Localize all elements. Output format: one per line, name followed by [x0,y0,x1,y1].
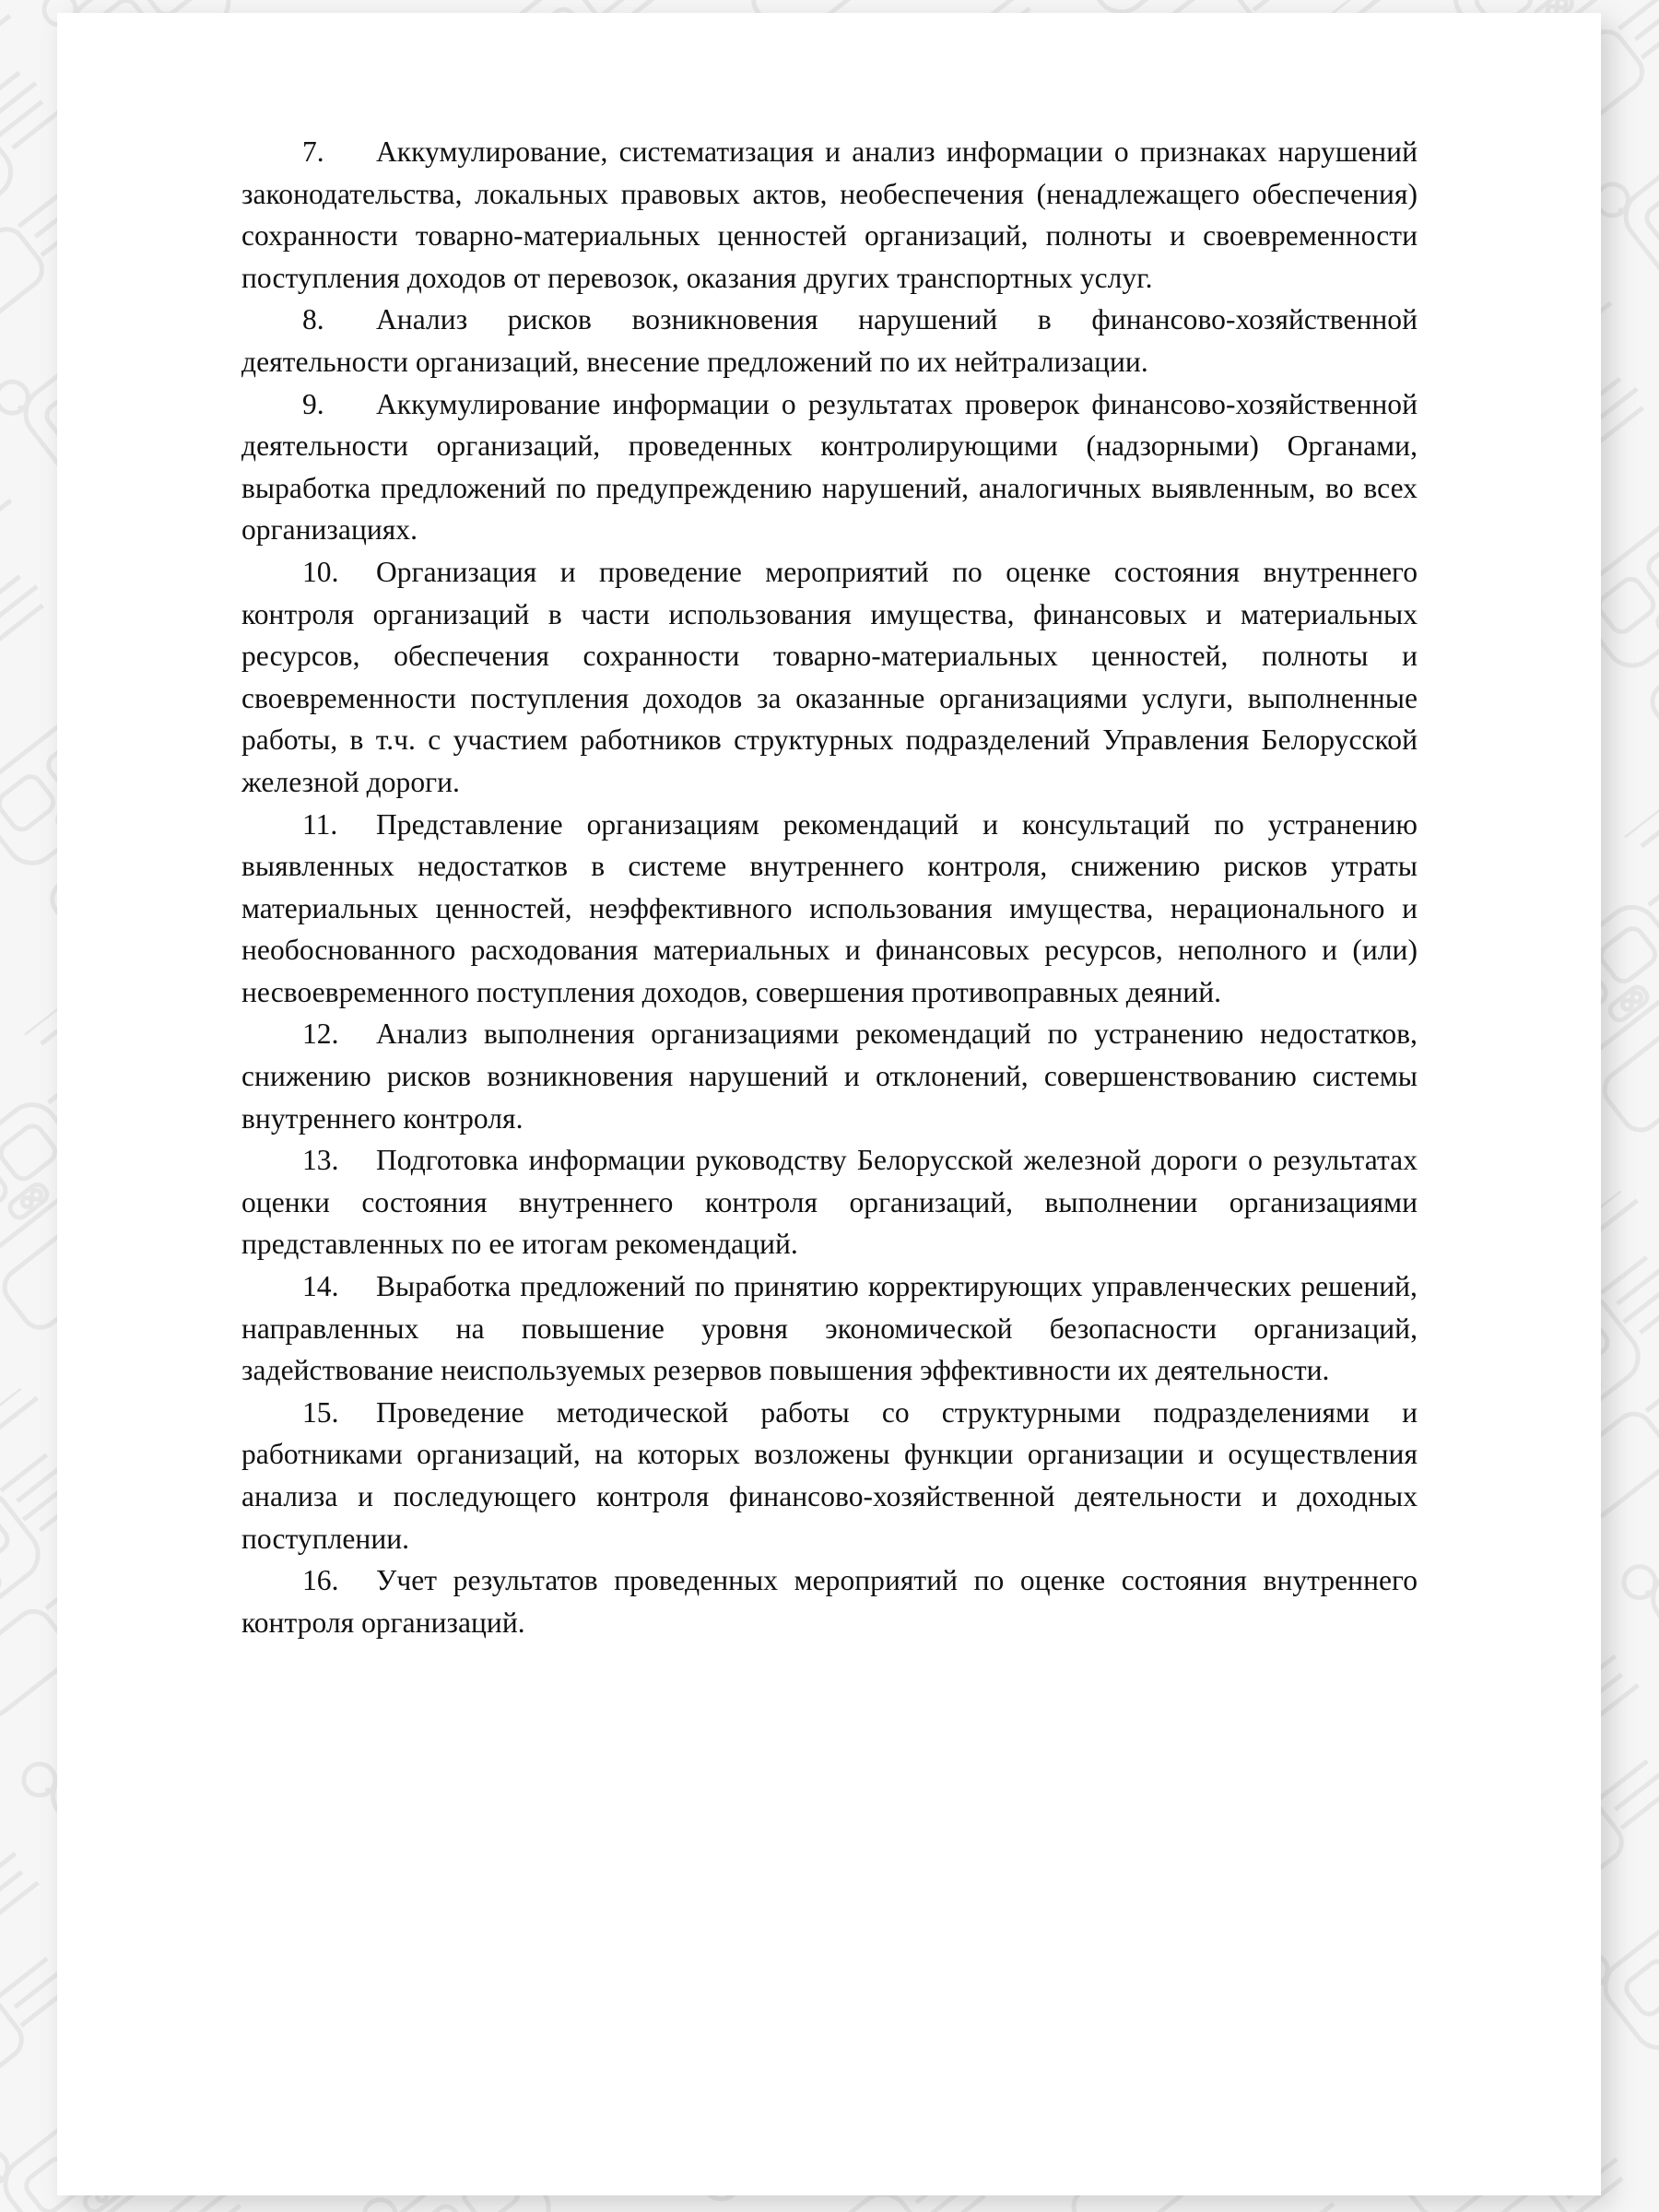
paragraph-item [241,1139,1418,1265]
paragraph-text: Представление организациям рекомендаций и консультаций по устранению выявленных недостатков в системе внутреннего контроля, снижению рисков утраты материальных ценностей, неэффективного использования имущества, нерационального и необоснованного расходования материальных и финансовых ресурсов, неполного и (или) несвоевременного поступления доходов, совершения противоправных деяний. [241,807,1418,1008]
paragraph-number: 15. [302,1395,339,1429]
paragraph-item [241,1265,1418,1392]
document-body [241,131,1418,1643]
paragraph-number: 11. [302,807,338,841]
paragraph-item [241,131,1418,299]
paragraph-text: Аккумулирование, систематизация и анализ информации о признаках нарушений законодательства, локальных правовых актов, необеспечения (ненадлежащего обеспечения) сохранности товарно-материальных ценностей организаций, полноты и своевременности поступления доходов от перевозок, оказания других транспортных услуг. [241,135,1418,294]
paragraph-item [241,1559,1418,1643]
paragraph-item [241,383,1418,551]
paragraph-number: 16. [302,1564,339,1597]
paragraph-item [241,299,1418,382]
paragraph-number: 13. [302,1144,339,1177]
paragraph-item [241,551,1418,804]
paragraph-text: Проведение методической работы со структурными подразделениями и работниками организаций, на которых возложены функции организации и осуществления анализа и последующего контроля финансово-хозяйственной деятельности и доходных поступлении. [241,1395,1418,1555]
paragraph-text: Подготовка информации руководству Белорусской железной дороги о результатах оценки состояния внутреннего контроля организаций, выполнении организациями представленных по ее итогам рекомендаций. [241,1144,1418,1261]
paragraph-number: 9. [302,387,324,420]
paragraph-number: 10. [302,555,339,588]
paragraph-text: Выработка предложений по принятию корректирующих управленческих решений, направленных на повышение уровня экономической безопасности организаций, задействование неиспользуемых резервов повышения эффективности их деятельности. [241,1270,1418,1387]
paragraph-text: Аккумулирование информации о результатах проверок финансово-хозяйственной деятельности организаций, проведенных контролирующими (надзорными) Органами, выработка предложений по предупреждению нарушений, аналогичных выявленным, во всех организациях. [241,387,1418,547]
paragraph-number: 14. [302,1270,339,1303]
paragraph-number: 12. [302,1018,339,1051]
paragraph-number: 8. [302,303,324,336]
paragraph-item [241,804,1418,1014]
paragraph-text: Анализ выполнения организациями рекомендаций по устранению недостатков, снижению рисков возникновения нарушений и отклонений, совершенствованию системы внутреннего контроля. [241,1018,1418,1135]
paragraph-text: Учет результатов проведенных мероприятий по оценке состояния внутреннего контроля организаций. [241,1564,1418,1639]
paragraph-item [241,1392,1418,1559]
paragraph-text: Анализ рисков возникновения нарушений в финансово-хозяйственной деятельности организаций, внесение предложений по их нейтрализации. [241,303,1418,378]
paragraph-number: 7. [302,135,324,168]
paragraph-item [241,1013,1418,1139]
paragraph-text: Организация и проведение мероприятий по оценке состояния внутреннего контроля организаций в части использования имущества, финансовых и материальных ресурсов, обеспечения сохранности товарно-материальных ценностей, полноты и своевременности поступления доходов за оказанные организациями услуги, выполненные работы, в т.ч. с участием работников структурных подразделений Управления Белорусской железной дороги. [241,555,1418,798]
document-page [57,13,1601,2195]
